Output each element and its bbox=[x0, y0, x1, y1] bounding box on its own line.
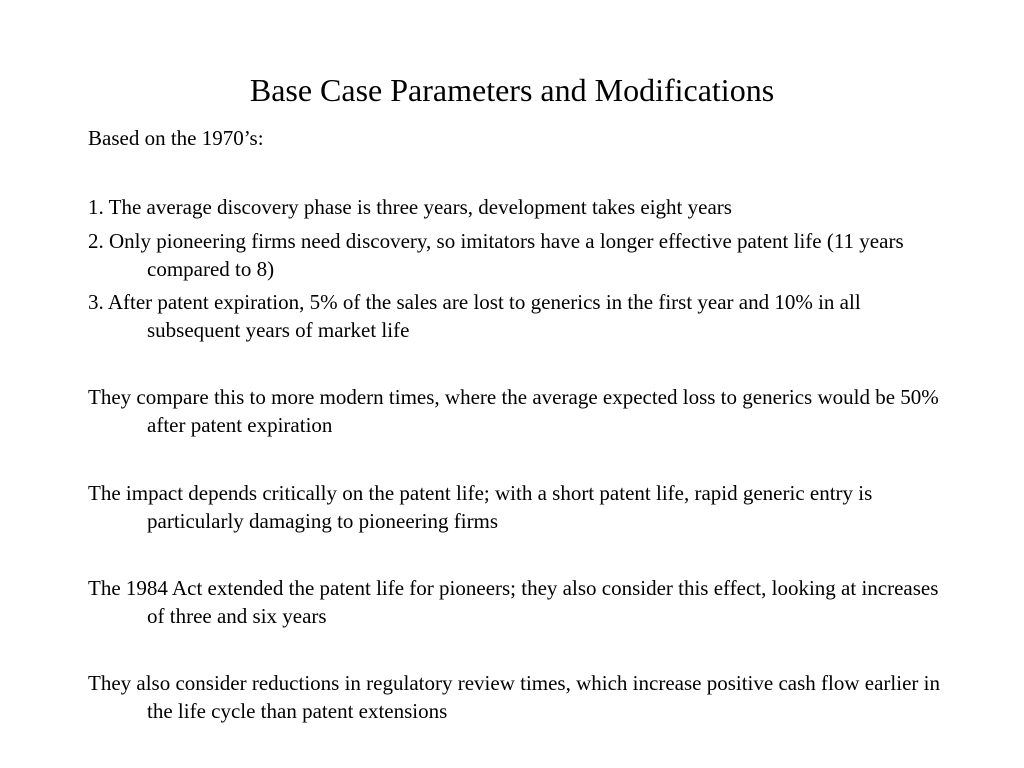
intro-text: Based on the 1970’s: bbox=[88, 126, 264, 150]
paragraph-modern-times: They compare this to more modern times, where the average expected loss to generics would be 50% after patent expiration bbox=[88, 385, 939, 437]
list-item-patent-expiration: 3. After patent expiration, 5% of the sales are lost to generics in the first year and 10% in all subsequent years of market life bbox=[88, 290, 861, 342]
slide-title: Base Case Parameters and Modifications bbox=[249, 72, 775, 108]
paragraph-review-times: They also consider reductions in regulatory review times, which increase positive cash flow earlier in the life cycle than patent extensions bbox=[88, 671, 940, 723]
paragraph-1984-act: The 1984 Act extended the patent life for pioneers; they also consider this effect, looking at increases of three and six years bbox=[88, 576, 939, 628]
list-item-pioneering-firms: 2. Only pioneering firms need discovery, so imitators have a longer effective patent life (11 years compared to 8) bbox=[88, 229, 904, 281]
list-item-discovery-phase: 1. The average discovery phase is three years, development takes eight years bbox=[88, 195, 732, 219]
paragraph-impact: The impact depends critically on the patent life; with a short patent life, rapid generic entry is particularly damaging to pioneering firms bbox=[88, 481, 873, 533]
